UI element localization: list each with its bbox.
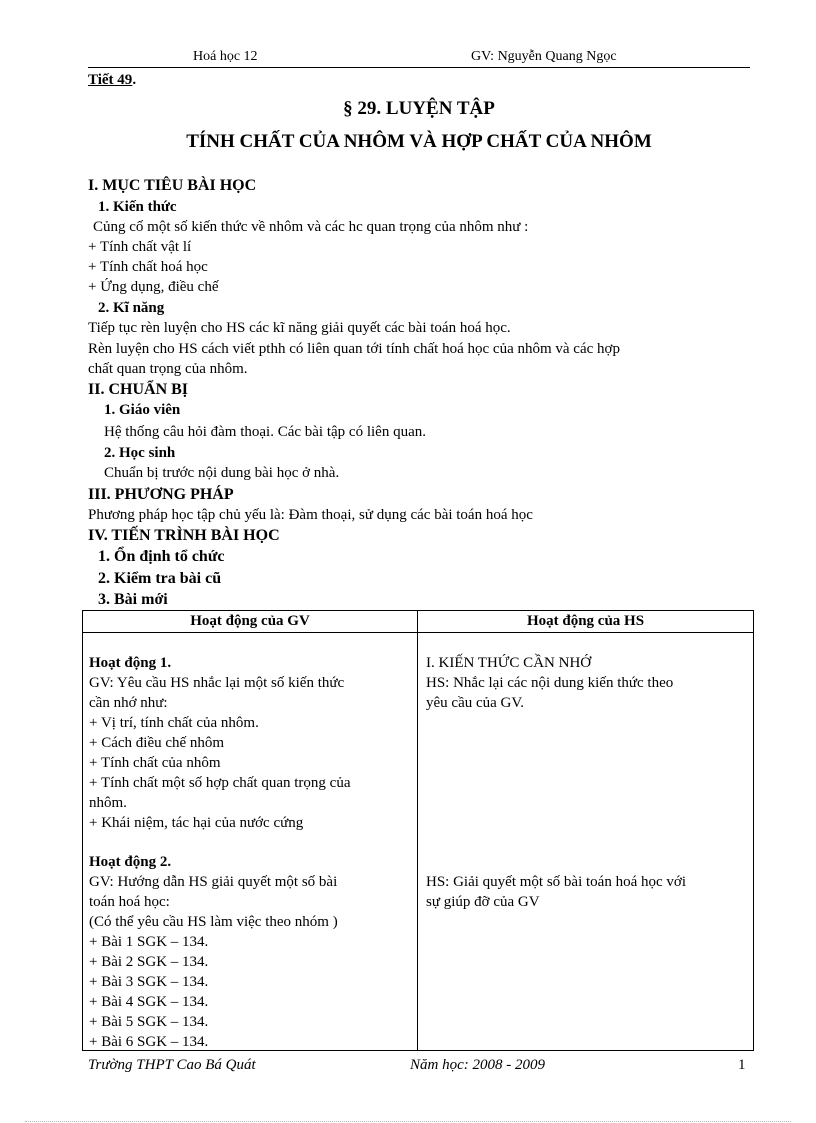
skill-line: chất quan trọng của nhôm. (88, 361, 248, 377)
teacher-activity-line: + Khái niệm, tác hại của nước cứng (89, 815, 304, 831)
procedure-step: 3. Bài mới (98, 591, 168, 608)
teacher-activity-line: cần nhớ như: (89, 695, 168, 711)
lesson-number (88, 72, 136, 89)
header-subject: Hoá học 12 (193, 49, 258, 64)
procedure-step: 2. Kiểm tra bài cũ (98, 570, 222, 587)
teacher-prep-text: Hệ thống câu hỏi đàm thoại. Các bài tập có liên quan. (104, 424, 426, 440)
exercise-item: + Bài 4 SGK – 134. (89, 994, 209, 1010)
teacher-activity-line: + Tính chất của nhôm (89, 755, 221, 771)
student-activity-line: sự giúp đỡ của GV (426, 894, 540, 910)
method-text: Phương pháp học tập chủ yếu là: Đàm thoại, sử dụng các bài toán hoá học (88, 507, 533, 523)
section-1-heading: I. MỤC TIÊU BÀI HỌC (88, 177, 257, 194)
teacher-activity-line: (Có thể yêu cầu HS làm việc theo nhóm ) (89, 914, 338, 930)
teacher-activity-line: toán hoá học: (89, 894, 170, 910)
knowledge-item: + Tính chất vật lí (88, 239, 192, 255)
table-column-divider (417, 611, 418, 1050)
lesson-title: § 29. LUYỆN TẬP (343, 98, 495, 119)
table-header-teacher: Hoạt động của GV (190, 613, 310, 629)
teacher-activity-line: nhôm. (89, 795, 127, 811)
header-teacher: GV: Nguyễn Quang Ngọc (471, 49, 617, 64)
teacher-activity-line: + Cách điều chế nhôm (89, 735, 225, 751)
activity-1-heading: Hoạt động 1. (89, 655, 172, 671)
student-activity-line: HS: Giải quyết một số bài toán hoá học với (426, 874, 686, 890)
section-2-sub-teacher: 1. Giáo viên (104, 402, 181, 418)
knowledge-item: + Tính chất hoá học (88, 259, 208, 275)
section-1-sub-skills: 2. Kĩ năng (98, 300, 165, 316)
activity-table (82, 610, 754, 1051)
table-header-student: Hoạt động của HS (526, 613, 645, 629)
student-activity-line: HS: Nhắc lại các nội dung kiến thức theo (426, 675, 674, 691)
lesson-number-label: Tiết 49 (88, 72, 133, 88)
section-1-sub-knowledge: 1. Kiến thức (98, 199, 177, 215)
footer-school-year: Năm học: 2008 - 2009 (410, 1057, 545, 1073)
page-number: 1 (738, 1057, 746, 1073)
knowledge-intro: Củng cố một số kiến thức về nhôm và các hc quan trọng của nhôm như : (93, 219, 529, 235)
teacher-activity-line: + Vị trí, tính chất của nhôm. (89, 715, 259, 731)
table-header-divider (83, 632, 753, 633)
teacher-activity-line: + Tính chất một số hợp chất quan trọng của (89, 775, 351, 791)
activity-2-heading: Hoạt động 2. (89, 854, 172, 870)
lesson-number-suffix: . (132, 72, 137, 88)
exercise-item: + Bài 3 SGK – 134. (89, 974, 209, 990)
section-3-heading: III. PHƯƠNG PHÁP (88, 486, 234, 503)
student-prep-text: Chuẩn bị trước nội dung bài học ở nhà. (104, 465, 340, 481)
section-2-heading: II. CHUẨN BỊ (88, 381, 189, 398)
section-2-sub-student: 2. Học sinh (104, 445, 176, 461)
teacher-activity-line: GV: Yêu cầu HS nhắc lại một số kiến thức (89, 675, 345, 691)
lesson-subtitle: TÍNH CHẤT CỦA NHÔM VÀ HỢP CHẤT CỦA NHÔM (186, 131, 652, 152)
exercise-item: + Bài 1 SGK – 134. (89, 934, 209, 950)
procedure-step: 1. Ổn định tổ chức (98, 548, 225, 565)
skill-line: Tiếp tục rèn luyện cho HS các kĩ năng giải quyết các bài toán hoá học. (88, 320, 511, 336)
student-activity-line: yêu cầu của GV. (426, 695, 525, 711)
exercise-item: + Bài 2 SGK – 134. (89, 954, 209, 970)
page-header (88, 49, 750, 68)
section-4-heading: IV. TIẾN TRÌNH BÀI HỌC (88, 527, 280, 544)
exercise-item: + Bài 6 SGK – 134. (89, 1034, 209, 1050)
page-bottom-divider (25, 1121, 791, 1122)
knowledge-item: + Ứng dụng, điều chế (88, 279, 219, 295)
teacher-activity-line: GV: Hướng dẫn HS giải quyết một số bài (89, 874, 338, 890)
skill-line: Rèn luyện cho HS cách viết pthh có liên quan tới tính chất hoá học của nhôm và các hợp (88, 341, 620, 357)
footer-school: Trường THPT Cao Bá Quát (88, 1057, 256, 1073)
student-section-heading: I. KIẾN THỨC CẦN NHỚ (426, 655, 592, 671)
exercise-item: + Bài 5 SGK – 134. (89, 1014, 209, 1030)
